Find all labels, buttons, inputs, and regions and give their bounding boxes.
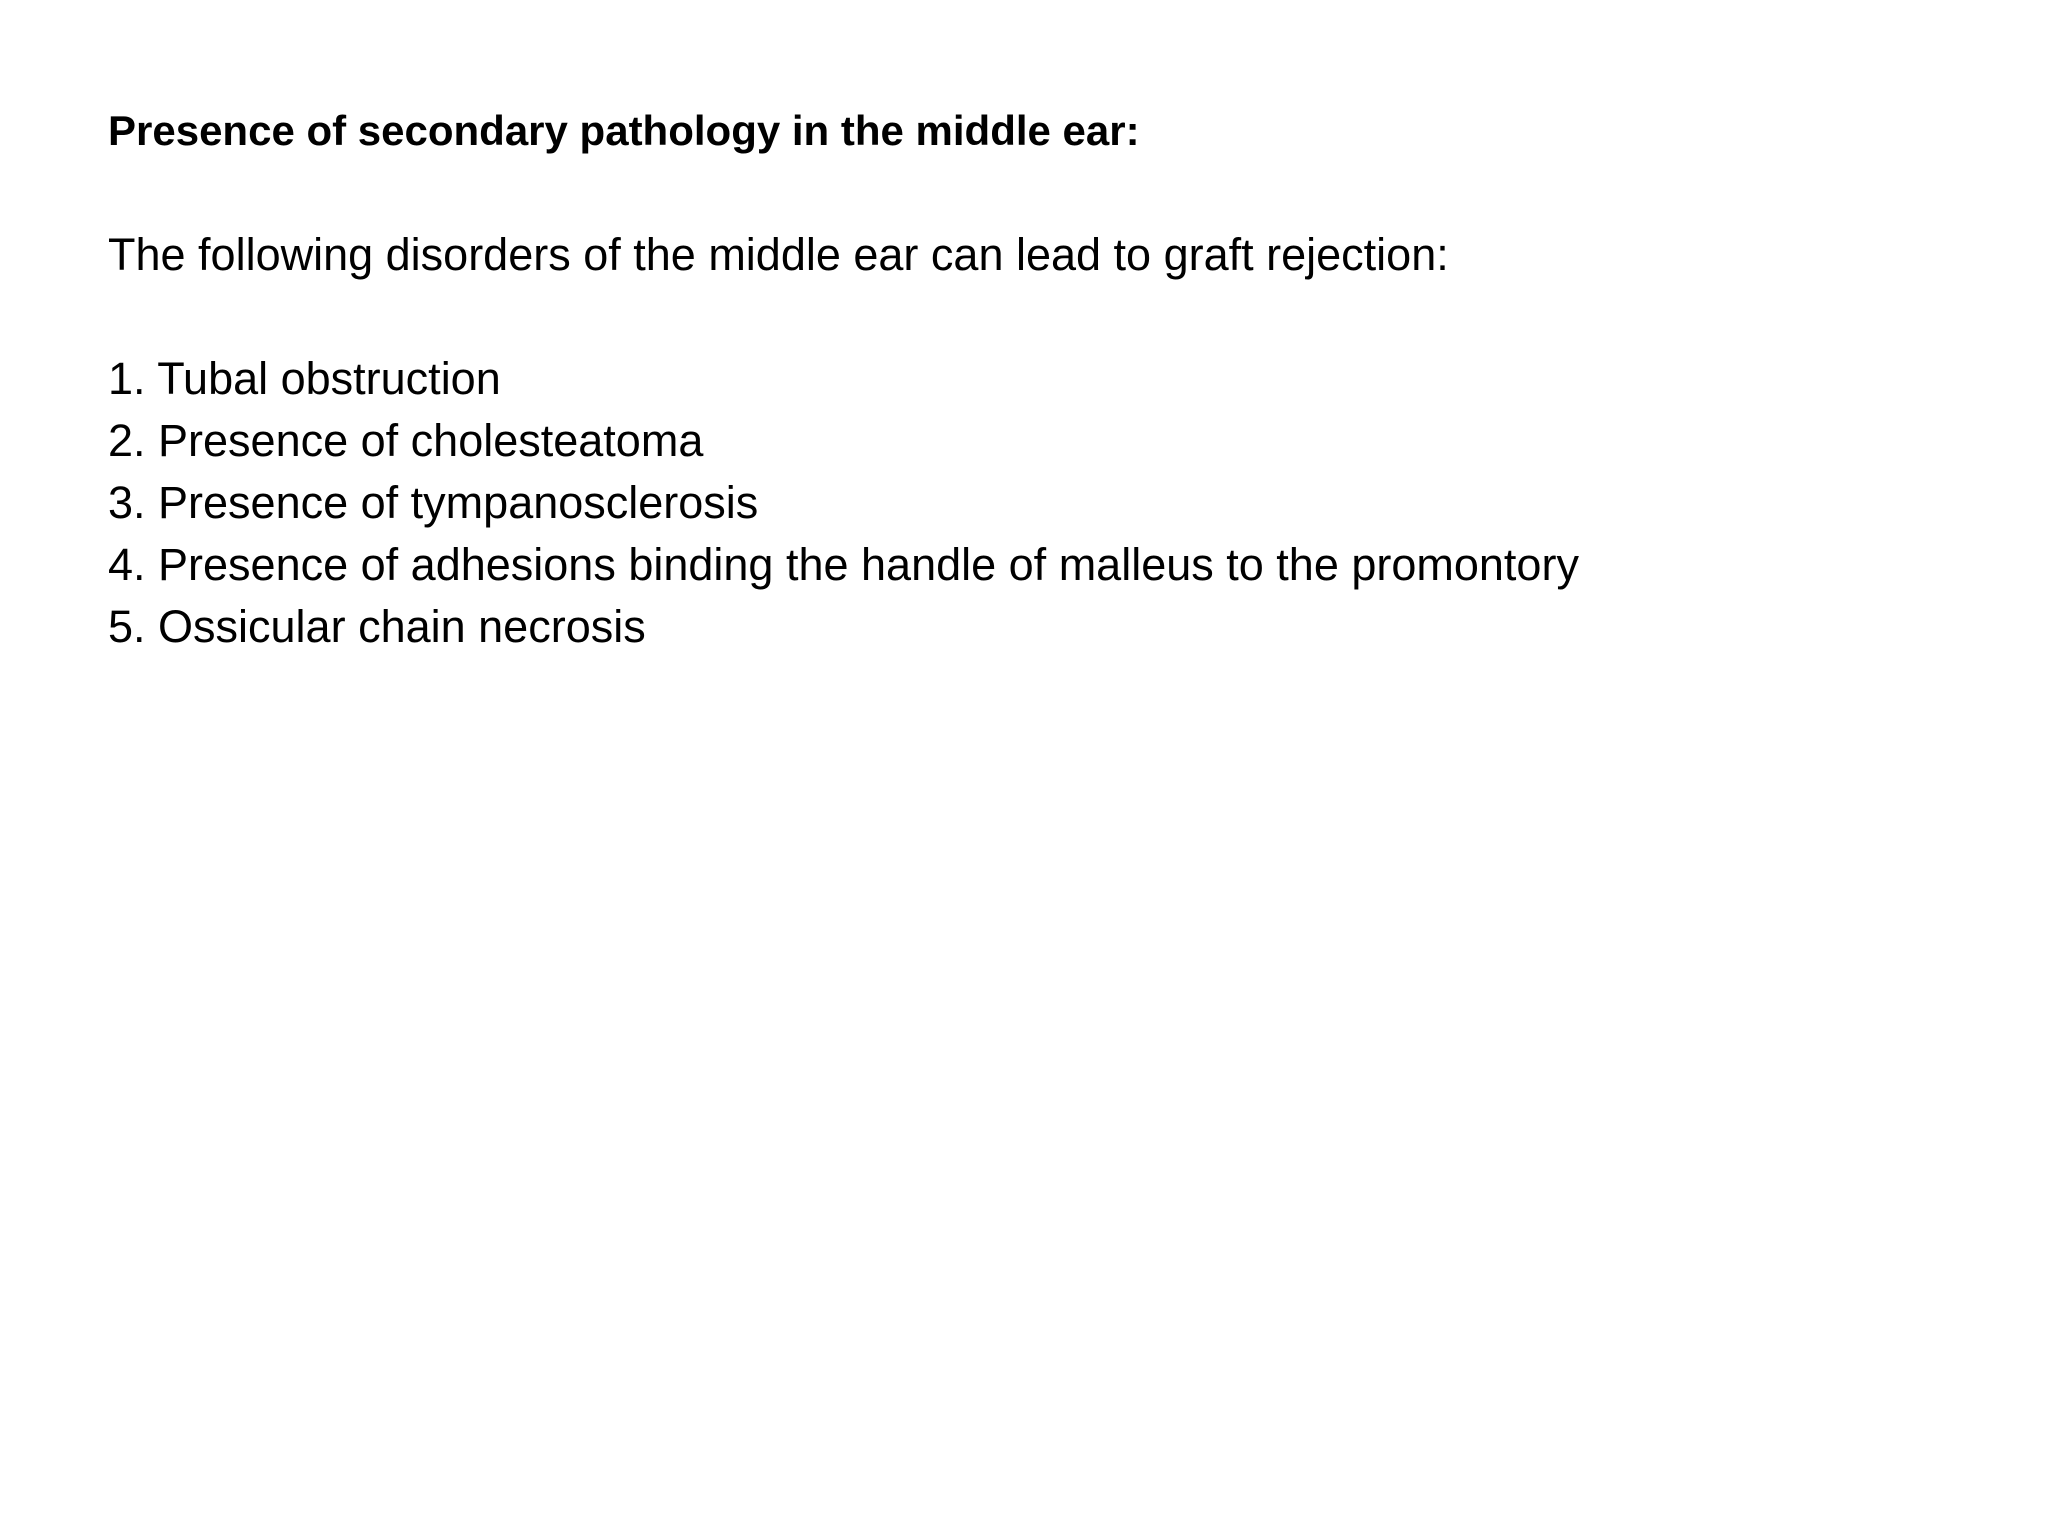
list-item: 1. Tubal obstruction xyxy=(108,353,501,404)
list-item: 5. Ossicular chain necrosis xyxy=(108,601,646,652)
intro-text: The following disorders of the middle ear can lead to graft rejection: xyxy=(108,229,1449,280)
disorder-list xyxy=(108,348,1958,658)
slide-content xyxy=(108,100,1958,658)
slide-heading: Presence of secondary pathology in the middle ear: xyxy=(108,107,1140,154)
list-item: 2. Presence of cholesteatoma xyxy=(108,415,704,466)
list-item: 4. Presence of adhesions binding the handle of malleus to the promontory xyxy=(108,539,1579,590)
list-item: 3. Presence of tympanosclerosis xyxy=(108,477,759,528)
